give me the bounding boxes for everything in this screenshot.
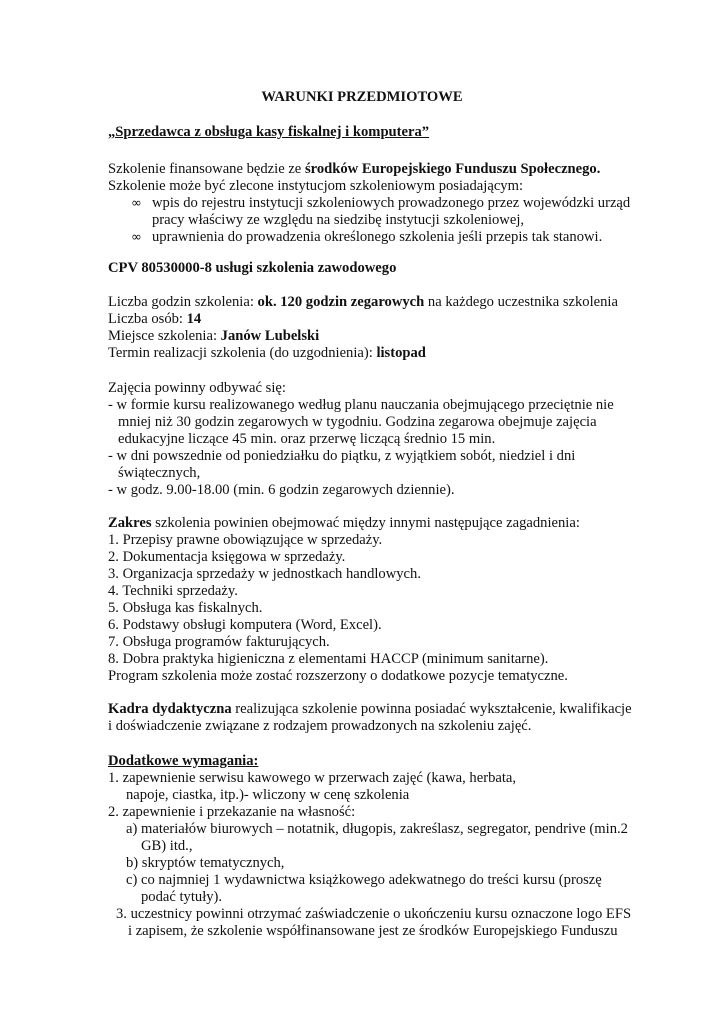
requirement-item-1-line-2: pracy właściwy ze względu na siedzibę instytucji szkoleniowej, <box>152 212 525 228</box>
staff-line-2: i doświadczenie związane z rodzajem prowadzonych na szkoleniu zajęć. <box>108 718 532 734</box>
persons-value: 14 <box>186 311 202 327</box>
place-label: Miejsce szkolenia: <box>108 328 221 344</box>
staff-line-1 <box>108 701 632 718</box>
infinity-bullet-icon: ∞ <box>131 230 142 245</box>
training-place <box>108 328 319 345</box>
additional-line: napoje, ciastka, itp.)- wliczony w cenę szkolenia <box>126 787 410 803</box>
schedule-line: świątecznych, <box>118 465 201 481</box>
schedule-line: - w formie kursu realizowanego według planu nauczania obejmującego przeciętnie nie <box>108 397 614 413</box>
scope-intro: szkolenia powinien obejmować między innymi następujące zagadnienia: <box>151 515 580 531</box>
scope-label: Zakres <box>108 515 152 531</box>
additional-line: podać tytuły). <box>141 889 223 905</box>
scope-item: 3. Organizacja sprzedaży w jednostkach handlowych. <box>108 566 421 582</box>
term-value: listopad <box>376 345 426 361</box>
cpv-code: CPV 80530000-8 usługi szkolenia zawodowego <box>108 260 397 276</box>
additional-heading: Dodatkowe wymagania: <box>108 753 259 769</box>
scope-item: 7. Obsługa programów fakturujących. <box>108 634 330 650</box>
staff-text: realizująca szkolenie powinna posiadać wykształcenie, kwalifikacje <box>231 701 632 717</box>
scope-item: 8. Dobra praktyka higieniczna z elementami HACCP (minimum sanitarne). <box>108 651 549 667</box>
scope-closing: Program szkolenia może zostać rozszerzony o dodatkowe pozycje tematyczne. <box>108 668 568 684</box>
persons-count <box>108 311 201 328</box>
hours-label: Liczba godzin szkolenia: <box>108 294 258 310</box>
scope-item: 6. Podstawy obsługi komputera (Word, Excel). <box>108 617 382 633</box>
financing-line-1 <box>108 161 600 178</box>
additional-line: b) skryptów tematycznych, <box>126 855 285 871</box>
schedule-line: mniej niż 30 godzin zegarowych w tygodniu. Godzina zegarowa obejmuje zajęcia <box>118 414 597 430</box>
scope-item: 1. Przepisy prawne obowiązujące w sprzedaży. <box>108 532 383 548</box>
scope-item: 5. Obsługa kas fiskalnych. <box>108 600 263 616</box>
scope-item: 2. Dokumentacja księgowa w sprzedaży. <box>108 549 346 565</box>
training-term <box>108 345 426 362</box>
additional-line: 2. zapewnienie i przekazanie na własność: <box>108 804 356 820</box>
requirement-item-2: uprawnienia do prowadzenia określonego szkolenia jeśli przepis tak stanowi. <box>152 229 603 245</box>
schedule-line: edukacyjne liczące 45 min. oraz przerwę liczącą średnio 15 min. <box>118 431 496 447</box>
document-title: WARUNKI PRZEDMIOTOWE <box>261 89 463 105</box>
training-hours <box>108 294 618 311</box>
scope-item: 4. Techniki sprzedaży. <box>108 583 238 599</box>
additional-line: a) materiałów biurowych – notatnik, długopis, zakreślasz, segregator, pendrive (min.2 <box>126 821 628 837</box>
hours-value: ok. 120 godzin zegarowych <box>257 294 425 310</box>
hours-suffix: na każdego uczestnika szkolenia <box>424 294 618 310</box>
additional-line: GB) itd., <box>141 838 193 854</box>
term-label: Termin realizacji szkolenia (do uzgodnienia): <box>108 345 377 361</box>
schedule-line: - w dni powszednie od poniedziałku do piątku, z wyjątkiem sobót, niedziel i dni <box>108 448 576 464</box>
additional-line: 1. zapewnienie serwisu kawowego w przerwach zajęć (kawa, herbata, <box>108 770 517 786</box>
infinity-bullet-icon: ∞ <box>131 196 142 211</box>
persons-label: Liczba osób: <box>108 311 187 327</box>
requirement-item-1-line-1: wpis do rejestru instytucji szkoleniowych prowadzonego przez wojewódzki urząd <box>152 195 631 211</box>
additional-line: 3. uczestnicy powinni otrzymać zaświadczenie o ukończeniu kursu oznaczone logo EFS <box>116 906 632 922</box>
financing-line-2: Szkolenie może być zlecone instytucjom szkoleniowym posiadającym: <box>108 178 523 194</box>
financing-prefix: Szkolenie finansowane będzie ze <box>108 161 305 177</box>
place-value: Janów Lubelski <box>220 328 320 344</box>
schedule-heading: Zajęcia powinny odbywać się: <box>108 380 286 396</box>
additional-line: i zapisem, że szkolenie współfinansowane jest ze środków Europejskiego Funduszu <box>128 923 618 939</box>
document-subtitle: „Sprzedawca z obsługa kasy fiskalnej i komputera” <box>108 124 430 140</box>
staff-label: Kadra dydaktyczna <box>108 701 232 717</box>
financing-source: środków Europejskiego Funduszu Społecznego. <box>304 161 601 177</box>
additional-line: c) co najmniej 1 wydawnictwa książkowego adekwatnego do treści kursu (proszę <box>126 872 602 888</box>
scope-heading <box>108 515 580 532</box>
schedule-line: - w godz. 9.00-18.00 (min. 6 godzin zegarowych dziennie). <box>108 482 455 498</box>
